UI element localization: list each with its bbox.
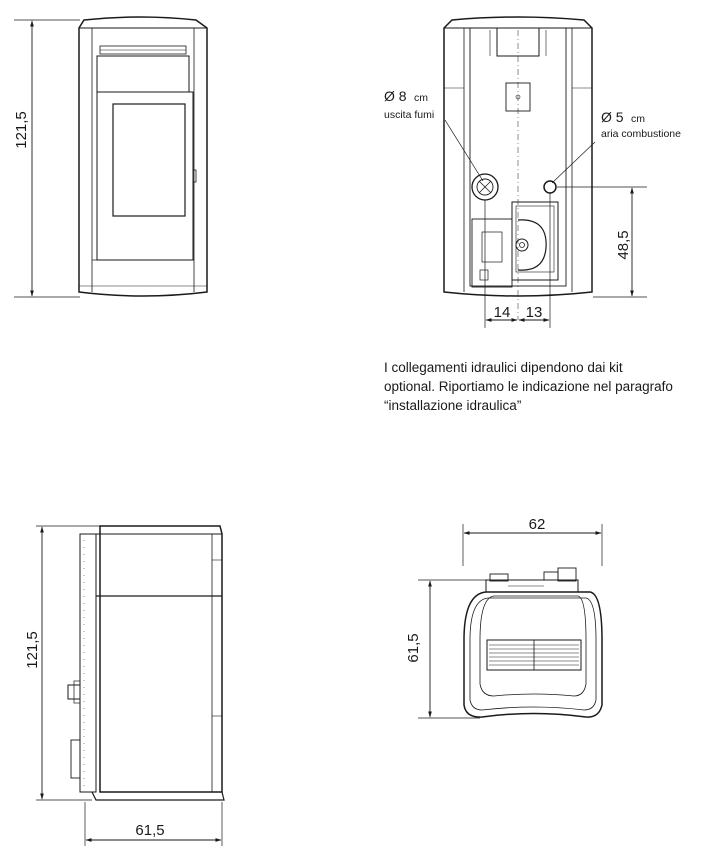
side-back-panel [80, 534, 96, 792]
front-height-dimension [14, 20, 80, 297]
top-width-label: 62 [528, 516, 546, 533]
top-view [464, 568, 602, 717]
air-caption: aria combustione [601, 128, 681, 140]
note-line-1: I collegamenti idraulici dipendono dai kit [384, 360, 623, 375]
side-depth-label: 61,5 [135, 822, 165, 839]
side-base [92, 792, 224, 800]
rear-view [444, 17, 592, 320]
offset-left-label: 14 [493, 304, 511, 321]
rear-control-box [472, 219, 512, 287]
front-body-outline [79, 17, 207, 296]
side-height-label: 121,5 [24, 631, 41, 669]
note-line-3: “installazione idraulica” [384, 398, 522, 413]
front-door [97, 92, 193, 260]
flue-label: Ø 8 cm [384, 88, 429, 104]
rear-height-label: 48,5 [615, 230, 632, 260]
note-line-2: optional. Riportiamo le indicazione nel paragrafo [384, 379, 673, 394]
air-inlet [544, 181, 556, 193]
top-depth-dimension [418, 580, 486, 718]
side-view [68, 526, 224, 800]
front-view [79, 17, 207, 296]
side-body-outline [100, 526, 222, 792]
flue-caption: uscita fumi [384, 109, 435, 121]
front-height-label: 121,5 [13, 111, 30, 149]
side-air-stub [71, 740, 80, 778]
rear-height-dimension [557, 187, 647, 297]
hydraulic-note [384, 358, 706, 415]
rear-motor-housing [512, 202, 558, 280]
top-depth-label: 61,5 [405, 633, 422, 663]
front-upper-panel [97, 56, 189, 92]
side-front-trim [212, 534, 222, 792]
air-label: Ø 5 cm [601, 109, 646, 125]
front-glass [113, 104, 185, 216]
extraction-fan [518, 220, 546, 270]
offset-right-label: 13 [525, 304, 543, 321]
side-height-dimension [36, 526, 100, 800]
